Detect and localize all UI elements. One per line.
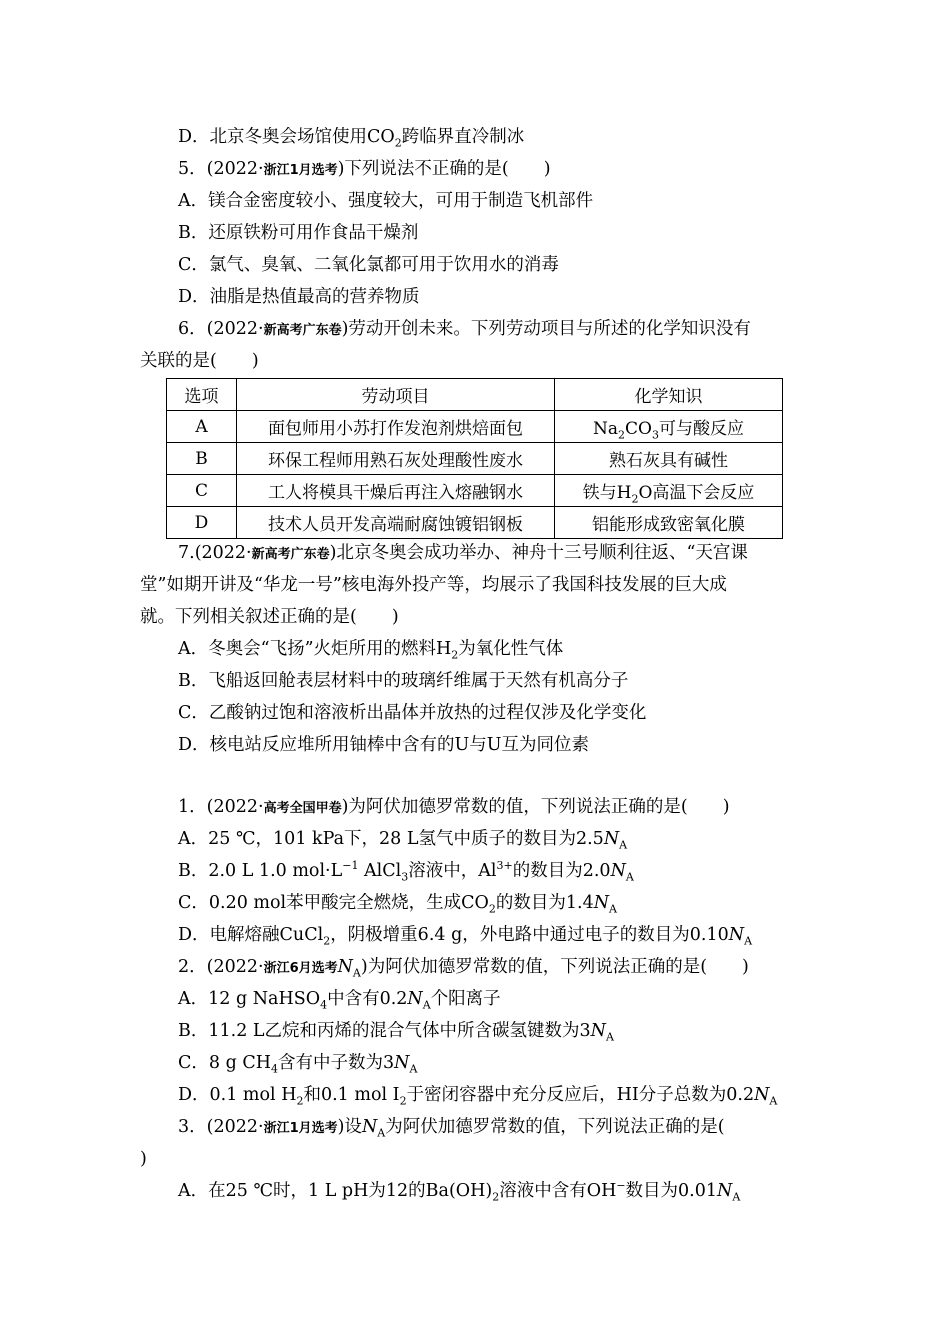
table-header-row	[167, 379, 783, 411]
table-row	[167, 507, 783, 539]
q6-table	[166, 378, 783, 539]
p3-option-a: A．在25 ℃时，1 L pH为12的$Ba(OH)_2$溶液中含有OH−数目为$0.01N_A$	[178, 1179, 741, 1204]
p1-option-c: C．0.20 mol苯甲酸完全燃烧，生成$CO_2$的数目为$1.4N_A$	[178, 893, 617, 916]
q5-option-c: C．氯气、臭氧、二氧化氯都可用于饮用水的消毒	[178, 255, 559, 275]
q7-option-a: A．冬奥会“飞扬”火炬所用的燃料$H_2$为氧化性气体	[178, 639, 564, 662]
q5-option-b: B．还原铁粉可用作食品干燥剂	[178, 223, 419, 243]
p3-stem: 3．(2022·浙江1月选考)设$N_A$为阿伏加德罗常数的值，下列说法正确的是(	[178, 1117, 725, 1140]
row-knowledge: 铝能形成致密氧化膜	[555, 507, 783, 539]
q7-stem-line3: 就。下列相关叙述正确的是( )	[140, 607, 399, 627]
row-knowledge: $Na_2CO_3$可与酸反应	[555, 411, 783, 443]
p1-option-d: D．电解熔融CuCl$_2$，阴极增重6.4 g，外电路中通过电子的数目为$0.10N_A$	[178, 925, 753, 948]
header-project: 劳动项目	[237, 379, 555, 411]
header-option: 选项	[167, 379, 237, 411]
p2-option-a: A．12 g NaHSO$_4$中含有$0.2N_A$个阳离子	[178, 989, 501, 1012]
row-project: 技术人员开发高端耐腐蚀镀铝钢板	[237, 507, 555, 539]
row-project: 工人将模具干燥后再注入熔融钢水	[237, 475, 555, 507]
table-row	[167, 443, 783, 475]
table-row	[167, 475, 783, 507]
p2-stem: 2．(2022·浙江6月选考$N_A$)为阿伏加德罗常数的值，下列说法正确的是( )	[178, 957, 749, 980]
q7-stem-line2: 堂”如期开讲及“华龙一号”核电海外投产等，均展示了我国科技发展的巨大成	[140, 575, 727, 595]
p1-stem-text: )为阿伏加德罗常数的值，下列说法正确的是( )	[341, 797, 730, 817]
q7-option-c: C．乙酸钠过饱和溶液析出晶体并放热的过程仅涉及化学变化	[178, 703, 647, 723]
p2-option-b: B．11.2 L乙烷和丙烯的混合气体中所含碳氢键数为$3N_A$	[178, 1021, 614, 1044]
q5-stem: 5．(2022·浙江1月选考)下列说法不正确的是( )	[178, 159, 551, 179]
p1-stem: 1．(2022·高考全国甲卷)为阿伏加德罗常数的值，下列说法正确的是( )	[178, 797, 730, 817]
q5-option-a: A．镁合金密度较小、强度较大，可用于制造飞机部件	[178, 191, 594, 211]
row-knowledge: 铁与$H_2O$高温下会反应	[555, 475, 783, 507]
row-option: D	[167, 507, 237, 539]
p2-option-c: C．8 g $CH_4$含有中子数为$3N_A$	[178, 1053, 418, 1076]
p3-stem-line2: )	[140, 1149, 147, 1169]
q5-option-d: D．油脂是热值最高的营养物质	[178, 287, 420, 307]
q7-stem: 7.(2022·新高考广东卷)北京冬奥会成功举办、神舟十三号顺利往返、“天宫课	[178, 543, 748, 563]
row-option: A	[167, 411, 237, 443]
row-option: C	[167, 475, 237, 507]
row-project: 环保工程师用熟石灰处理酸性废水	[237, 443, 555, 475]
header-knowledge: 化学知识	[555, 379, 783, 411]
q7-option-b: B．飞船返回舱表层材料中的玻璃纤维属于天然有机高分子	[178, 671, 629, 691]
p1-option-a: A．25 ℃，101 kPa下，28 L氢气中质子的数目为$2.5N_A$	[178, 829, 628, 852]
q6-stem-line2: 关联的是( )	[140, 351, 259, 371]
row-project: 面包师用小苏打作发泡剂烘焙面包	[237, 411, 555, 443]
row-option: B	[167, 443, 237, 475]
table-row	[167, 411, 783, 443]
row-knowledge: 熟石灰具有碱性	[555, 443, 783, 475]
q4-option-d: D．北京冬奥会场馆使用$CO_2$跨临界直冷制冰	[178, 127, 525, 150]
p2-option-d: D．0.1 mol $H_2$和0.1 mol $I_2$于密闭容器中充分反应后，HI分子总数为$0.2N_A$	[178, 1085, 778, 1108]
q7-option-d: D．核电站反应堆所用铀棒中含有的U与U互为同位素	[178, 735, 590, 755]
q6-stem: 6．(2022·新高考广东卷)劳动开创未来。下列劳动项目与所述的化学知识没有	[178, 319, 751, 339]
p1-option-b: B．2.0 L 1.0 $mol\cdot L^{-1}$ AlCl$_3$溶液中，$Al^{3+}$的数目为$2.0N_A$	[178, 859, 634, 884]
